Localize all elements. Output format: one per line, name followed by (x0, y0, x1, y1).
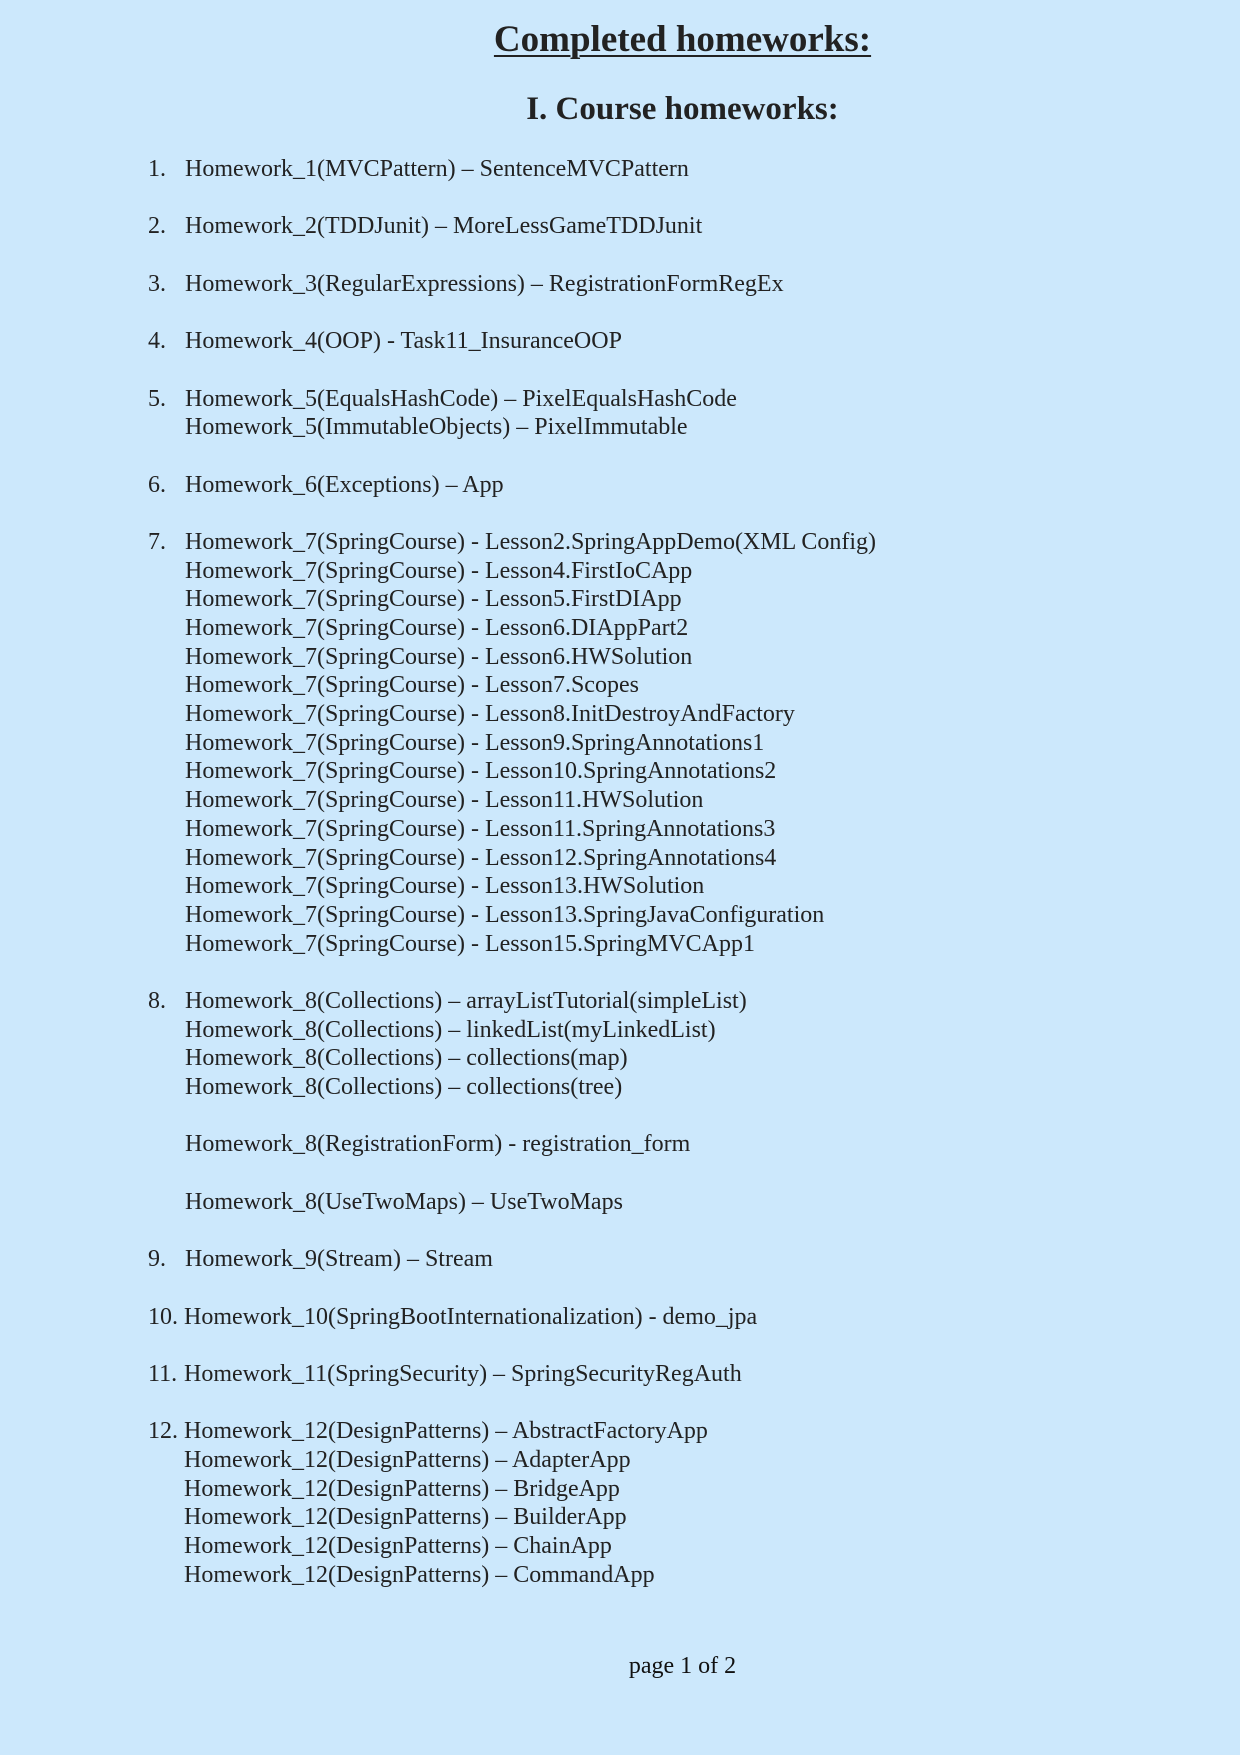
homework-entries (0, 471, 1240, 500)
list-item-number: 5. (148, 385, 166, 412)
homework-entry: Homework_7(SpringCourse) - Lesson5.FirstDIApp (185, 586, 682, 613)
list-item (0, 155, 1240, 184)
list-item-number: 6. (148, 471, 166, 498)
homework-entry: Homework_7(SpringCourse) - Lesson11.HWSolution (185, 787, 704, 814)
list-item-number: 3. (148, 270, 166, 297)
homework-entry: Homework_7(SpringCourse) - Lesson10.SpringAnnotations2 (185, 758, 777, 785)
list-item-number: 9. (148, 1246, 166, 1273)
homework-entries (0, 1417, 1240, 1589)
homework-entries (0, 327, 1240, 356)
list-item-number: 2. (148, 213, 166, 240)
list-item (0, 528, 1240, 958)
homework-entry: Homework_7(SpringCourse) - Lesson7.Scopes (185, 672, 639, 699)
homework-entries (0, 987, 1240, 1217)
homework-entry: Homework_12(DesignPatterns) – ChainApp (184, 1533, 612, 1559)
list-item-number: 12. (148, 1418, 178, 1445)
list-item (0, 385, 1240, 442)
section-heading: I. Course homeworks: (526, 91, 839, 127)
homework-entries (0, 270, 1240, 299)
page-number: page 1 of 2 (628, 1653, 737, 1679)
homework-entry: Homework_5(EqualsHashCode) – PixelEqualsHashCode (185, 385, 737, 412)
homework-entry: Homework_7(SpringCourse) - Lesson15.SpringMVCApp1 (185, 930, 755, 957)
homework-entry: Homework_10(SpringBootInternationalization) - demo_jpa (184, 1303, 758, 1330)
list-item-number: 11. (148, 1360, 178, 1387)
homework-entry: Homework_8(Collections) – linkedList(myLinkedList) (185, 1016, 716, 1043)
homework-entries (0, 155, 1240, 184)
homework-entry: Homework_12(DesignPatterns) – AbstractFactoryApp (184, 1418, 708, 1445)
homework-entry: Homework_8(RegistrationForm) - registration_form (185, 1131, 691, 1158)
list-item-number: 8. (148, 987, 166, 1014)
homework-entry: Homework_9(Stream) – Stream (185, 1246, 493, 1273)
homework-entry: Homework_7(SpringCourse) - Lesson13.SpringJavaConfiguration (185, 901, 825, 928)
list-item (0, 1303, 1240, 1332)
homework-list (0, 155, 1240, 1618)
homework-entries (0, 1303, 1240, 1332)
homework-entry: Homework_11(SpringSecurity) – SpringSecurityRegAuth (184, 1360, 742, 1387)
homework-entry: Homework_7(SpringCourse) - Lesson12.SpringAnnotations4 (185, 844, 777, 871)
homework-entry: Homework_4(OOP) - Task11_InsuranceOOP (185, 328, 622, 355)
homework-entry: Homework_2(TDDJunit) – MoreLessGameTDDJunit (185, 213, 703, 240)
homework-entry: Homework_7(SpringCourse) - Lesson2.SpringAppDemo(XML Config) (185, 528, 877, 555)
list-item-number: 1. (148, 156, 166, 182)
list-item (0, 471, 1240, 500)
list-item-number: 4. (148, 328, 166, 355)
homework-entries (0, 1245, 1240, 1274)
list-item (0, 1360, 1240, 1389)
homework-entry: Homework_12(DesignPatterns) – BuilderApp (184, 1504, 627, 1531)
homework-entries (0, 1360, 1240, 1389)
homework-entry: Homework_6(Exceptions) – App (185, 471, 504, 498)
homework-entry: Homework_8(Collections) – collections(tree) (185, 1074, 623, 1100)
homework-entry: Homework_7(SpringCourse) - Lesson6.HWSolution (185, 643, 693, 670)
list-item (0, 270, 1240, 299)
document-title: Completed homeworks: (493, 19, 872, 60)
list-item-number: 10. (148, 1303, 178, 1330)
homework-entry: Homework_12(DesignPatterns) – BridgeApp (184, 1475, 620, 1502)
homework-entries (0, 212, 1240, 241)
homework-entry: Homework_7(SpringCourse) - Lesson11.SpringAnnotations3 (185, 815, 776, 842)
homework-entry: Homework_5(ImmutableObjects) – PixelImmutable (185, 414, 688, 441)
homework-entry: Homework_3(RegularExpressions) – RegistrationFormRegEx (185, 270, 784, 297)
homework-entry: Homework_7(SpringCourse) - Lesson6.DIAppPart2 (185, 615, 689, 641)
homework-entry: Homework_12(DesignPatterns) – CommandApp (184, 1561, 655, 1588)
homework-entry: Homework_7(SpringCourse) - Lesson9.SpringAnnotations1 (185, 729, 765, 756)
homework-entry: Homework_7(SpringCourse) - Lesson13.HWSolution (185, 873, 705, 900)
list-item (0, 327, 1240, 356)
homework-entry: Homework_8(Collections) – arrayListTutorial(simpleList) (185, 987, 747, 1014)
homework-entry: Homework_1(MVCPattern) – SentenceMVCPattern (185, 156, 689, 182)
list-item (0, 1245, 1240, 1274)
list-item-number: 7. (148, 528, 166, 555)
homework-entry: Homework_12(DesignPatterns) – AdapterApp (184, 1446, 631, 1473)
homework-entries (0, 528, 1240, 958)
list-item (0, 1417, 1240, 1589)
homework-entry: Homework_7(SpringCourse) - Lesson8.InitDestroyAndFactory (185, 701, 795, 728)
list-item (0, 212, 1240, 241)
homework-entry: Homework_8(UseTwoMaps) – UseTwoMaps (185, 1188, 623, 1215)
list-item (0, 987, 1240, 1217)
homework-entries (0, 385, 1240, 442)
homework-entry: Homework_8(Collections) – collections(map) (185, 1045, 628, 1072)
homework-entry: Homework_7(SpringCourse) - Lesson4.FirstIoCApp (185, 557, 693, 584)
